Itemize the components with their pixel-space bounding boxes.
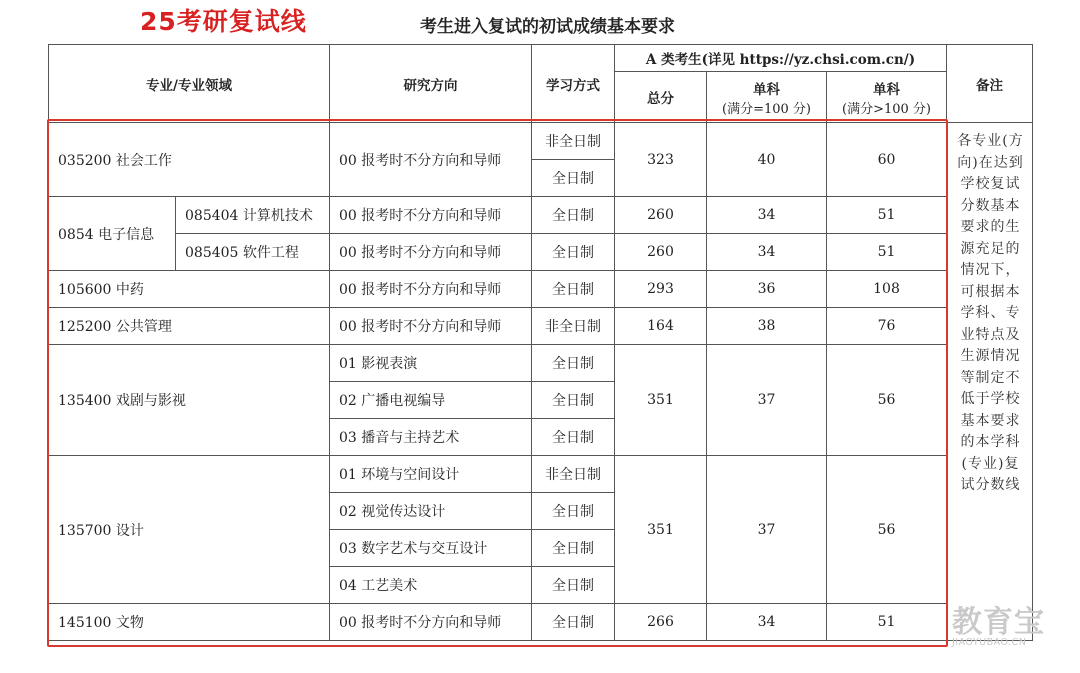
table-row [49,123,1033,160]
total-cell: 164 [615,308,707,345]
header-remark: 备注 [947,45,1033,123]
single-100-cell: 34 [707,604,827,641]
total-cell: 260 [615,197,707,234]
table-row [49,456,1033,493]
direction-cell: 00 报考时不分方向和导师 [330,604,532,641]
total-cell: 351 [615,456,707,604]
table-row [49,308,1033,345]
major-cell: 125200 公共管理 [49,308,330,345]
single-100-cell: 38 [707,308,827,345]
header-direction: 研究方向 [330,45,532,123]
total-cell: 260 [615,234,707,271]
single-100-cell: 40 [707,123,827,197]
major-cell: 0854 电子信息 [49,197,176,271]
major-cell: 135400 戏剧与影视 [49,345,330,456]
mode-cell: 全日制 [532,604,615,641]
direction-cell: 00 报考时不分方向和导师 [330,123,532,197]
single-100-cell: 37 [707,456,827,604]
total-cell: 266 [615,604,707,641]
sub-major-cell: 085405 软件工程 [176,234,330,271]
header-group-a: A 类考生(详见 https://yz.chsi.com.cn/) [615,45,947,72]
total-cell: 351 [615,345,707,456]
direction-cell: 00 报考时不分方向和导师 [330,197,532,234]
title-badge: 25考研复试线 [140,7,307,36]
major-cell: 035200 社会工作 [49,123,330,197]
mode-cell: 全日制 [532,419,615,456]
mode-cell: 非全日制 [532,456,615,493]
header-major: 专业/专业领域 [49,45,330,123]
direction-cell: 00 报考时不分方向和导师 [330,308,532,345]
direction-cell: 01 影视表演 [330,345,532,382]
mode-cell: 全日制 [532,234,615,271]
major-cell: 135700 设计 [49,456,330,604]
single-gt100-cell: 56 [827,456,947,604]
mode-cell: 非全日制 [532,123,615,160]
direction-cell: 04 工艺美术 [330,567,532,604]
mode-cell: 全日制 [532,197,615,234]
single-100-cell: 37 [707,345,827,456]
mode-cell: 非全日制 [532,308,615,345]
direction-cell: 03 播音与主持艺术 [330,419,532,456]
page-title: 考生进入复试的初试成绩基本要求 [420,17,675,37]
major-cell: 105600 中药 [49,271,330,308]
header-mode: 学习方式 [532,45,615,123]
mode-cell: 全日制 [532,530,615,567]
single-gt100-cell: 108 [827,271,947,308]
direction-cell: 02 视觉传达设计 [330,493,532,530]
direction-cell: 00 报考时不分方向和导师 [330,271,532,308]
major-cell: 145100 文物 [49,604,330,641]
total-cell: 323 [615,123,707,197]
single-gt100-cell: 56 [827,345,947,456]
direction-cell: 00 报考时不分方向和导师 [330,234,532,271]
header-single-gt100: 单科 (满分>100 分) [827,72,947,123]
watermark-logo: 教育宝 JIAOYUBAO.CN [952,605,1045,648]
direction-cell: 03 数字艺术与交互设计 [330,530,532,567]
mode-cell: 全日制 [532,271,615,308]
sub-major-cell: 085404 计算机技术 [176,197,330,234]
table-row [49,604,1033,641]
mode-cell: 全日制 [532,345,615,382]
table-row [49,271,1033,308]
direction-cell: 02 广播电视编导 [330,382,532,419]
single-100-cell: 34 [707,197,827,234]
table-row [49,197,1033,234]
table-row [49,234,1033,271]
single-gt100-cell: 60 [827,123,947,197]
header-single-100: 单科 (满分=100 分) [707,72,827,123]
total-cell: 293 [615,271,707,308]
mode-cell: 全日制 [532,493,615,530]
single-gt100-cell: 51 [827,604,947,641]
single-100-cell: 34 [707,234,827,271]
single-gt100-cell: 51 [827,197,947,234]
mode-cell: 全日制 [532,160,615,197]
remark-cell: 各专业(方向)在达到学校复试分数基本要求的生源充足的情况下，可根据本学科、专业特点及生源情况等制定不低于学校基本要求的本学科(专业)复试分数线 [947,123,1033,641]
score-table [48,44,1033,641]
direction-cell: 01 环境与空间设计 [330,456,532,493]
single-gt100-cell: 76 [827,308,947,345]
mode-cell: 全日制 [532,567,615,604]
table-row [49,345,1033,382]
mode-cell: 全日制 [532,382,615,419]
single-gt100-cell: 51 [827,234,947,271]
header-total: 总分 [615,72,707,123]
single-100-cell: 36 [707,271,827,308]
